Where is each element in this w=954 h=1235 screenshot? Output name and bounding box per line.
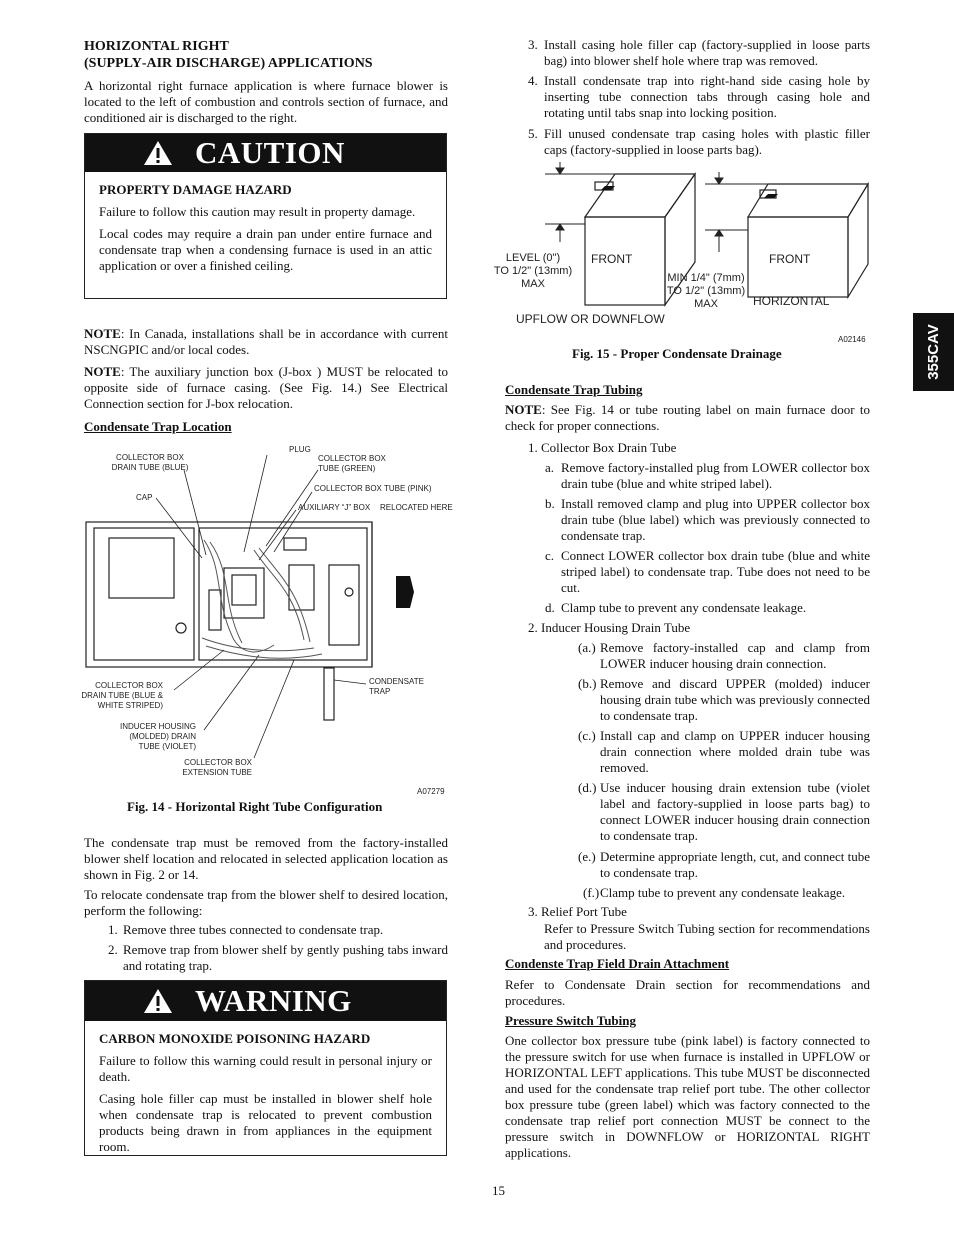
warning-box: [84, 980, 447, 1156]
trap-removed-paragraph: The condensate trap must be removed from the factory‑installed blower shelf location and relocated in selected application location as shown in Fig. 2 or 14.: [84, 835, 448, 882]
label-line: LEVEL (0"): [505, 252, 561, 264]
trap-location-heading: Condensate Trap Location: [84, 419, 232, 434]
list-number: 2.: [108, 942, 118, 957]
side-tab-model: [913, 313, 954, 391]
label-line: TUBE (GREEN): [318, 464, 376, 473]
tubing-heading: Condensate Trap Tubing: [505, 382, 643, 397]
caution-text-2: Local codes may require a drain pan under entire furnace and condensate trap when a condensing furnace is used in an attic application or over a finished ceiling.: [99, 226, 432, 273]
intro-paragraph: A horizontal right furnace application is where furnace blower is located to the left of combustion and controls section of furnace, and conditioned air is discharged to the right.: [84, 78, 448, 125]
caution-text-1: Failure to follow this caution may result in property damage.: [99, 204, 416, 219]
list-text: Remove three tubes connected to condensate trap.: [123, 922, 384, 937]
note-canada: [84, 326, 448, 358]
list-item: [528, 126, 870, 158]
note-label: NOTE: [84, 326, 121, 341]
note-jbox: [84, 364, 448, 412]
tubing-item-1: 1. Collector Box Drain Tube: [528, 440, 677, 455]
list-text: Remove factory‑installed plug from LOWER collector box drain tube (blue and white striped label).: [561, 460, 870, 491]
label-line: TRAP: [369, 687, 391, 696]
relocate-paragraph: To relocate condensate trap from the blower shelf to desired location, perform the following:: [84, 887, 448, 918]
list-item: [108, 922, 448, 938]
list-number: a.: [545, 460, 555, 475]
note-label: NOTE: [84, 364, 121, 379]
list-number: d.: [545, 600, 555, 615]
list-number: b.: [545, 496, 555, 511]
label-line: TO 1/2" (13mm): [666, 285, 746, 297]
label-line: (MOLDED) DRAIN: [129, 732, 196, 741]
list-number: 4.: [528, 73, 538, 88]
list-item: [545, 548, 870, 596]
field-drain-heading: Condenste Trap Field Drain Attachment: [505, 956, 730, 971]
list-item: [545, 460, 870, 492]
list-text: Fill unused condensate trap casing holes with plastic filler caps (factory‑supplied in loose parts bag).: [544, 126, 870, 157]
list-text: Determine appropriate length, cut, and connect tube to condensate trap.: [600, 849, 871, 880]
label-line: EXTENSION TUBE: [182, 768, 252, 777]
caution-box: [84, 133, 447, 299]
list-number: (a.): [578, 640, 596, 655]
list-number: (b.): [578, 676, 597, 691]
fig15-front-a: FRONT: [591, 252, 633, 266]
list-number: 3.: [528, 37, 538, 52]
list-number: c.: [545, 548, 555, 563]
list-item: [583, 885, 870, 901]
fig15-min: [667, 272, 745, 311]
warning-title: WARNING: [195, 983, 352, 1018]
note-label: NOTE: [505, 402, 542, 417]
list-item: [545, 600, 870, 616]
warning-hazard: CARBON MONOXIDE POISONING HAZARD: [99, 1031, 371, 1046]
label-line: TUBE (VIOLET): [138, 742, 196, 751]
list-number: (e.): [578, 849, 596, 864]
page-number: 15: [492, 1183, 505, 1198]
list-item: [578, 780, 870, 844]
list-text: Clamp tube to prevent any condensate leakage.: [561, 600, 807, 615]
label-line: INDUCER HOUSING: [119, 722, 196, 731]
list-text: Install casing hole filler cap (factory‑supplied in loose parts bag) into blower shelf hole where trap was removed.: [544, 37, 870, 68]
fig14-label-aux-jbox: AUXILIARY “J” BOX: [298, 503, 371, 512]
fig14-code: A07279: [417, 787, 445, 796]
list-text: Remove trap from blower shelf by gently pushing tabs inward and rotating trap.: [123, 942, 448, 973]
fig14-label-cb-green: [318, 454, 386, 474]
list-item: [578, 640, 870, 672]
fig14-label-cb-pink: COLLECTOR BOX TUBE (PINK): [314, 484, 432, 493]
label-line: CONDENSATE: [369, 677, 424, 686]
list-text: Remove factory‑installed cap and clamp from LOWER inducer housing drain connection.: [600, 640, 870, 671]
fig14-label-cb-blue: [112, 453, 189, 473]
caution-title: CAUTION: [195, 135, 345, 170]
label-line: TO 1/2" (13mm): [493, 265, 573, 277]
tubing-item-2: 2. Inducer Housing Drain Tube: [528, 620, 691, 635]
field-drain-text: Refer to Condensate Drain section for recommendations and procedures.: [505, 977, 870, 1008]
list-text: Install removed clamp and plug into UPPER collector box drain tube (blue label) which was previously connected to condensate trap.: [561, 496, 870, 543]
fig14-caption: Fig. 14 ‑ Horizontal Right Tube Configuration: [127, 799, 383, 814]
fig15-horizontal: HORIZONTAL: [753, 294, 830, 308]
label-line: COLLECTOR BOX: [318, 454, 386, 463]
label-line: COLLECTOR BOX: [95, 681, 163, 690]
label-line: MAX: [521, 278, 545, 290]
caution-hazard: PROPERTY DAMAGE HAZARD: [99, 182, 292, 197]
fig14-label-extension: [182, 758, 252, 778]
section-heading-line1: HORIZONTAL RIGHT: [84, 39, 229, 54]
fig14-label-relocated: RELOCATED HERE: [380, 503, 453, 512]
warning-banner: [85, 981, 446, 1021]
list-item: [578, 676, 870, 724]
list-text: Clamp tube to prevent any condensate leakage.: [600, 885, 846, 900]
list-number: 5.: [528, 126, 538, 141]
list-text: Use inducer housing drain extension tube (violet label and factory‑supplied in loose parts bag) to connect LOWER inducer housing drain connection to condensate trap.: [600, 780, 870, 843]
warning-triangle-icon: [143, 988, 173, 1014]
pressure-switch-text: One collector box pressure tube (pink label) is factory connected to the pressure switch for use when furnace is installed in UPFLOW or HORIZONTAL LEFT applications. This tube MUST be disconnected and used for the condensate trap relief port tube. The other collector box pressure tube (green label) which was factory connected to the condensate trap relief port connection MUST be connect to the pressure switch in DOWNFLOW or HORIZONTAL RIGHT applications.: [505, 1033, 870, 1160]
tubing-note: [505, 402, 870, 434]
section-heading-line2: (SUPPLY‑AIR DISCHARGE) APPLICATIONS: [84, 56, 373, 71]
fig14-label-cap: CAP: [136, 493, 153, 502]
list-number: (c.): [578, 728, 596, 743]
caution-banner: [85, 134, 446, 172]
note-text: : The auxiliary junction box (J‑box ) MUST be relocated to opposite side of furnace casing. (See Fig. 14.) See Electrical Connection section for J‑box relocation.: [84, 364, 448, 411]
label-line: DRAIN TUBE (BLUE): [111, 463, 189, 472]
list-item: [545, 496, 870, 544]
relief-port-text: Refer to Pressure Switch Tubing section for recommendations and procedures.: [544, 921, 870, 952]
fig14-label-inducer: [120, 722, 196, 752]
label-line: DRAIN TUBE (BLUE &: [81, 691, 163, 700]
fig14-label-cb-bw: [81, 681, 163, 711]
label-line: MIN 1/4" (7mm): [667, 272, 745, 284]
note-text: : See Fig. 14 or tube routing label on main furnace door to check for proper connections.: [505, 402, 870, 433]
label-line: WHITE STRIPED): [97, 701, 163, 710]
fig15-upflow: UPFLOW OR DOWNFLOW: [516, 312, 665, 326]
fig14-label-trap: [369, 677, 424, 697]
fig15-code: A02146: [838, 335, 866, 344]
side-tab-label: 355CAV: [924, 324, 942, 380]
list-item: [578, 849, 870, 881]
list-number: (f.): [583, 885, 600, 900]
list-text: Install condensate trap into right‑hand side casing hole by inserting tube connection tabs through casing hole and rotating until tabs snap into locking position.: [544, 73, 870, 120]
list-number: 1.: [108, 922, 118, 937]
tubing-item-3: 3. Relief Port Tube: [528, 904, 627, 919]
warning-text-2: Casing hole filler cap must be installed in blower shelf hole when condensate trap is relocated to prevent combustion products being drawn in from appliances in the equipment room.: [99, 1091, 432, 1154]
list-text: Connect LOWER collector box drain tube (blue and white striped label) to condensate trap. Tube does not need to be cut.: [561, 548, 870, 595]
pressure-switch-heading: Pressure Switch Tubing: [505, 1013, 637, 1028]
list-item: [578, 728, 870, 776]
list-number: (d.): [578, 780, 597, 795]
warning-triangle-icon: [143, 140, 173, 166]
list-item: [528, 37, 870, 69]
fig15-caption: Fig. 15 ‑ Proper Condensate Drainage: [572, 346, 782, 361]
warning-text-1: Failure to follow this warning could result in personal injury or death.: [99, 1053, 432, 1084]
fig14-label-plug: PLUG: [289, 445, 311, 454]
list-text: Install cap and clamp on UPPER inducer housing drain connection where molded drain tube was removed.: [600, 728, 870, 775]
list-item: [108, 942, 448, 974]
label-line: COLLECTOR BOX: [184, 758, 252, 767]
list-item: [528, 73, 870, 121]
label-line: MAX: [694, 298, 718, 310]
note-text: : In Canada, installations shall be in accordance with current NSCNGPIC and/or local codes.: [84, 326, 448, 357]
label-line: COLLECTOR BOX: [116, 453, 184, 462]
fig15-level: [494, 252, 572, 291]
fig15-front-b: FRONT: [769, 252, 811, 266]
list-text: Remove and discard UPPER (molded) inducer housing drain tube which was previously connected to condensate trap.: [600, 676, 870, 723]
